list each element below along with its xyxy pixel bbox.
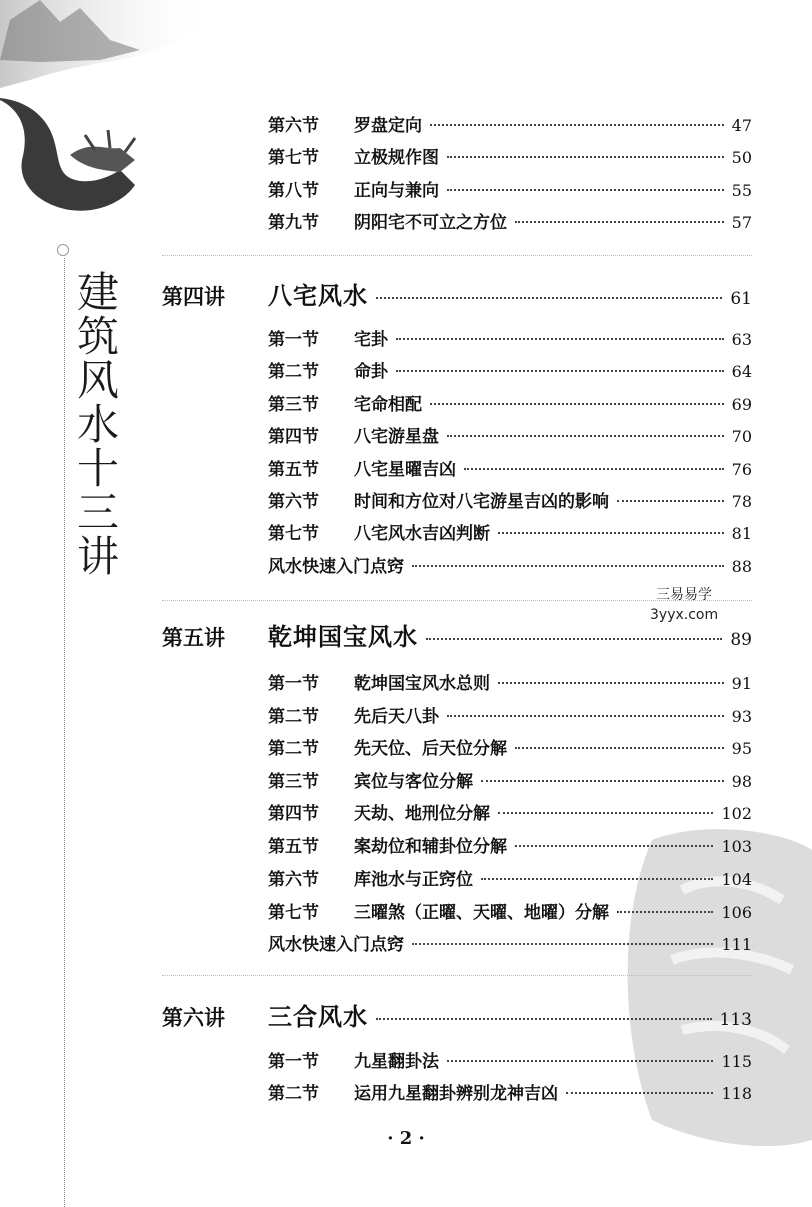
entry-title: 八宅风水 xyxy=(268,281,368,310)
dot-leader xyxy=(430,403,724,405)
section-entry[interactable] xyxy=(268,325,752,349)
dot-leader xyxy=(430,124,724,126)
dot-leader xyxy=(498,532,724,534)
entry-page-number: 61 xyxy=(730,289,752,309)
entry-page-number: 106 xyxy=(721,903,752,922)
entry-page-number: 69 xyxy=(731,395,752,414)
entry-title: 八宅风水吉凶判断 xyxy=(354,524,490,544)
dot-leader xyxy=(412,565,724,567)
section-divider xyxy=(162,975,752,976)
dot-leader xyxy=(447,156,724,158)
section-entry[interactable] xyxy=(268,143,752,167)
entry-number: 第七节 xyxy=(268,524,319,544)
entry-page-number: 89 xyxy=(730,630,752,650)
entry-page-number: 103 xyxy=(721,837,752,856)
dot-leader xyxy=(447,435,724,437)
entry-number: 第二节 xyxy=(268,362,319,382)
entry-page-number: 91 xyxy=(731,674,752,693)
entry-page-number: 113 xyxy=(719,1010,752,1030)
section-entry[interactable] xyxy=(268,111,752,135)
section-entry[interactable] xyxy=(268,208,752,232)
dot-leader xyxy=(376,297,722,299)
entry-page-number: 111 xyxy=(721,935,752,954)
entry-title: 乾坤国宝风水总则 xyxy=(354,674,490,694)
entry-number: 第二节 xyxy=(268,1084,319,1104)
entry-title: 三合风水 xyxy=(268,1002,368,1031)
entry-page-number: 104 xyxy=(721,870,752,889)
section-entry[interactable] xyxy=(268,799,752,823)
entry-page-number: 50 xyxy=(731,148,752,167)
entry-title: 八宅游星盘 xyxy=(354,427,439,447)
section-entry[interactable] xyxy=(268,176,752,200)
entry-page-number: 57 xyxy=(731,213,752,232)
lecture-entry[interactable] xyxy=(162,617,752,651)
section-entry[interactable] xyxy=(268,1047,752,1071)
entry-page-number: 64 xyxy=(731,362,752,381)
entry-number: 第五节 xyxy=(268,460,319,480)
lecture-entry[interactable] xyxy=(162,276,752,310)
entry-title: 命卦 xyxy=(354,362,388,382)
entry-page-number: 63 xyxy=(731,330,752,349)
section-entry[interactable] xyxy=(268,930,752,954)
entry-page-number: 98 xyxy=(731,772,752,791)
entry-number: 第五讲 xyxy=(162,625,225,650)
section-entry[interactable] xyxy=(268,865,752,889)
entry-title: 宅命相配 xyxy=(354,395,422,415)
entry-title: 宾位与客位分解 xyxy=(354,772,473,792)
entry-title: 立极规作图 xyxy=(354,148,439,168)
entry-title: 九星翻卦法 xyxy=(354,1052,439,1072)
entry-title: 乾坤国宝风水 xyxy=(268,622,418,651)
entry-number: 第七节 xyxy=(268,148,319,168)
entry-title: 八宅星曜吉凶 xyxy=(354,460,456,480)
section-entry[interactable] xyxy=(268,455,752,479)
entry-page-number: 55 xyxy=(731,181,752,200)
dot-leader xyxy=(481,780,724,782)
entry-number: 第三节 xyxy=(268,772,319,792)
dot-leader xyxy=(447,1060,713,1062)
watermark-name: 三易易学 xyxy=(656,587,713,603)
dot-leader xyxy=(396,338,724,340)
entry-page-number: 93 xyxy=(731,707,752,726)
section-entry[interactable] xyxy=(268,390,752,414)
entry-title: 三曜煞（正曜、天曜、地曜）分解 xyxy=(354,903,609,923)
entry-page-number: 95 xyxy=(731,739,752,758)
section-entry[interactable] xyxy=(268,734,752,758)
lecture-entry[interactable] xyxy=(162,997,752,1031)
margin-ornament xyxy=(57,244,69,256)
entry-title: 运用九星翻卦辨别龙神吉凶 xyxy=(354,1084,558,1104)
book-title-vertical: 建筑风水十三讲 xyxy=(71,270,120,578)
entry-title: 先后天八卦 xyxy=(354,707,439,727)
dot-leader xyxy=(515,221,724,223)
entry-title: 正向与兼向 xyxy=(354,181,439,201)
dot-leader xyxy=(447,189,724,191)
entry-title: 库池水与正窍位 xyxy=(354,870,473,890)
entry-number: 第二节 xyxy=(268,707,319,727)
dot-leader xyxy=(515,747,724,749)
section-divider xyxy=(162,600,752,601)
entry-number: 第二节 xyxy=(268,739,319,759)
section-entry[interactable] xyxy=(268,898,752,922)
entry-number: 第四节 xyxy=(268,427,319,447)
entry-number: 第七节 xyxy=(268,903,319,923)
entry-title: 案劫位和辅卦位分解 xyxy=(354,837,507,857)
dot-leader xyxy=(412,943,713,945)
dot-leader xyxy=(617,500,724,502)
dot-leader xyxy=(447,715,724,717)
entry-number: 第六讲 xyxy=(162,1005,225,1030)
entry-page-number: 78 xyxy=(731,492,752,511)
entry-page-number: 70 xyxy=(731,427,752,446)
section-entry[interactable] xyxy=(268,422,752,446)
section-entry[interactable] xyxy=(268,702,752,726)
section-entry[interactable] xyxy=(268,767,752,791)
dot-leader xyxy=(464,468,724,470)
entry-title: 风水快速入门点窍 xyxy=(268,935,404,955)
entry-number: 第一节 xyxy=(268,330,319,350)
entry-page-number: 88 xyxy=(731,557,752,576)
entry-number: 第五节 xyxy=(268,837,319,857)
entry-page-number: 81 xyxy=(731,524,752,543)
watermark-url: 3yyx.com xyxy=(650,607,719,623)
dot-leader xyxy=(481,878,713,880)
dot-leader xyxy=(498,682,724,684)
dragon-landscape-decoration xyxy=(0,0,230,240)
entry-number: 第一节 xyxy=(268,674,319,694)
entry-title: 先天位、后天位分解 xyxy=(354,739,507,759)
entry-number: 第四讲 xyxy=(162,284,225,309)
dot-leader xyxy=(617,911,713,913)
entry-number: 第六节 xyxy=(268,870,319,890)
section-entry[interactable] xyxy=(268,1079,752,1103)
section-divider xyxy=(162,255,752,256)
entry-number: 第九节 xyxy=(268,213,319,233)
entry-number: 第一节 xyxy=(268,1052,319,1072)
entry-number: 第八节 xyxy=(268,181,319,201)
section-entry[interactable] xyxy=(268,669,752,693)
section-entry[interactable] xyxy=(268,357,752,381)
entry-title: 阴阳宅不可立之方位 xyxy=(354,213,507,233)
section-entry[interactable] xyxy=(268,552,752,576)
dot-leader xyxy=(376,1018,712,1020)
dot-leader xyxy=(515,845,713,847)
entry-title: 天劫、地刑位分解 xyxy=(354,804,490,824)
dot-leader xyxy=(426,638,722,640)
dot-leader xyxy=(566,1092,713,1094)
dot-leader xyxy=(396,370,724,372)
margin-rule xyxy=(64,258,65,1207)
section-entry[interactable] xyxy=(268,519,752,543)
entry-title: 时间和方位对八宅游星吉凶的影响 xyxy=(354,492,609,512)
entry-number: 第六节 xyxy=(268,492,319,512)
entry-number: 第四节 xyxy=(268,804,319,824)
entry-title: 罗盘定向 xyxy=(354,116,422,136)
entry-title: 风水快速入门点窍 xyxy=(268,557,404,577)
entry-page-number: 102 xyxy=(721,804,752,823)
entry-page-number: 115 xyxy=(721,1052,752,1071)
section-entry[interactable] xyxy=(268,487,752,511)
page-number: · 2 · xyxy=(387,1128,425,1149)
section-entry[interactable] xyxy=(268,832,752,856)
entry-number: 第六节 xyxy=(268,116,319,136)
entry-page-number: 76 xyxy=(731,460,752,479)
entry-title: 宅卦 xyxy=(354,330,388,350)
entry-page-number: 47 xyxy=(731,116,752,135)
entry-page-number: 118 xyxy=(721,1084,752,1103)
dot-leader xyxy=(498,812,713,814)
entry-number: 第三节 xyxy=(268,395,319,415)
